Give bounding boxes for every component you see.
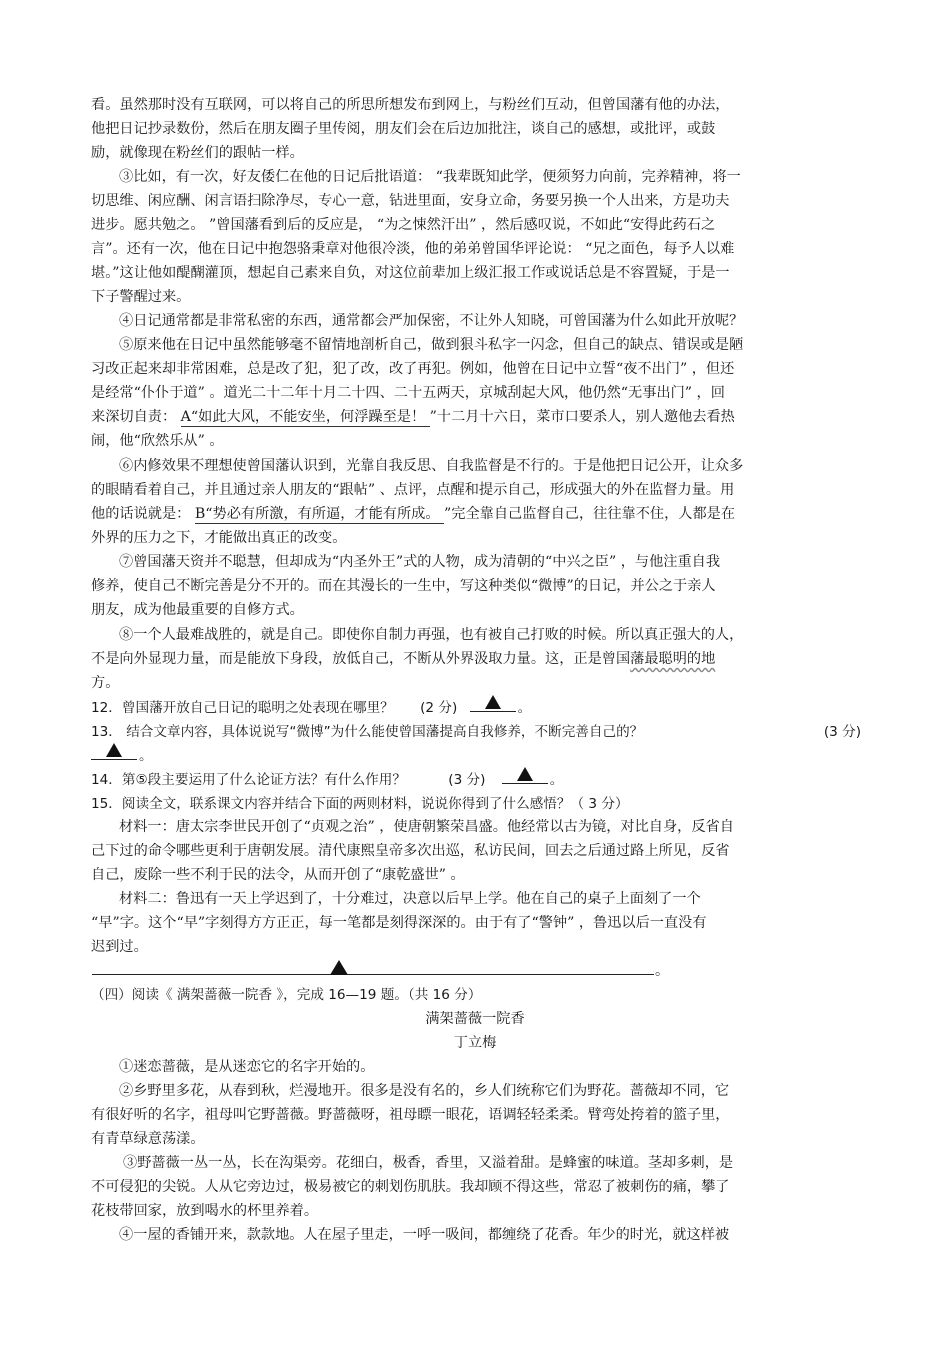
paragraph-5-line: 习改正起来却非常困难，总是改了犯，犯了改，改了再犯。例如，他曾在日记中立誓“夜不出门” ，但还 xyxy=(91,361,735,377)
question-end: 。 xyxy=(139,748,153,764)
line-suffix: ”完全靠自己监督自己，往往靠不住，人都是在 xyxy=(444,506,736,522)
paragraph-8-line: ⑧一个人最难战胜的，就是自己。即使你自制力再强，也有被自己打败的时候。所以真正强大的人， xyxy=(119,627,744,643)
question-15: 15．阅读全文，联系课文内容并结合下面的两则材料，说说你得到了什么感悟？（ 3 分） xyxy=(91,796,629,812)
question-text: 13． 结合文章内容，具体说说写“微博”为什么能使曾国藩提高自我修养，不断完善自己的？ xyxy=(91,724,644,740)
article-paragraph: 花枝带回家，放到喝水的杯里养着。 xyxy=(91,1203,319,1219)
question-score: (2 分) xyxy=(420,700,458,716)
line-prefix: 不是向外显现力量，而是能放下身段，放低自己，不断从外界汲取力量。这，正是曾国 xyxy=(91,651,631,667)
paragraph-5-line xyxy=(91,408,735,426)
paragraph-3-line: 切思维、闲应酬、闲言语扫除净尽，专心一意，钻进里面，安身立命，务要另换一个人出来，方是功夫 xyxy=(91,193,730,209)
article-paragraph: ④一屋的香铺开来，款款地。人在屋子里走，一呼一吸间，都缠绕了花香。年少的时光，就这样被 xyxy=(119,1227,730,1243)
line-prefix: 来深切自责： xyxy=(91,409,181,425)
paragraph-3-line: 进步。愿共勉之。 ”曾国藩看到后的反应是， “为之悚然汗出” ，然后感叹说，不如此“安得此药石之 xyxy=(91,217,716,233)
paragraph-8-line: 方。 xyxy=(91,675,120,691)
question-end: 。 xyxy=(549,772,564,788)
material-2-line: 迟到过。 xyxy=(91,939,148,955)
answer-blank[interactable] xyxy=(502,771,548,784)
paragraph-6-line: 的眼睛看着自己，并且通过亲人朋友的“跟帖” 、点评，点醒和提示自己，形成强大的外在监督力量。用 xyxy=(91,482,735,498)
paragraph-4: ④日记通常都是非常私密的东西，通常都会严加保密，不让外人知晓，可曾国藩为什么如此开放呢？ xyxy=(119,313,744,329)
text-line: 励，就像现在粉丝们的跟帖一样。 xyxy=(91,145,304,161)
article-author: 丁立梅 xyxy=(453,1035,497,1051)
paragraph-3-line: 堪。”这让他如醍醐灌顶，想起自己素来自负，对这位前辈加上级汇报工作或说话总是不容置疑，于是一 xyxy=(91,265,730,281)
article-paragraph: 有青草绿意荡漾。 xyxy=(91,1131,205,1147)
paragraph-3-line: ③比如，有一次，好友倭仁在他的日记后批语道： “我辈既知此学，便须努力向前，完养精神，将一 xyxy=(119,169,741,185)
question-13-answer xyxy=(91,747,153,765)
section-header: （四）阅读《 满架蔷薇一院香 》，完成 16—19 题。（共 16 分） xyxy=(91,987,482,1003)
article-paragraph: ①迷恋蔷薇，是从迷恋它的名字开始的。 xyxy=(119,1059,375,1075)
paragraph-6-line: ⑥内修效果不理想使曾国藩认识到，光靠自我反思、自我监督是不行的。于是他把日记公开，让众多 xyxy=(119,458,744,474)
question-text: 12．曾国藩开放自己日记的聪明之处表现在哪里？ xyxy=(91,700,394,716)
line-suffix: ”十二月十六日，菜市口要杀人，别人邀他去看热 xyxy=(429,409,735,425)
paragraph-5-line: 闹，他“欣然乐从” 。 xyxy=(91,433,224,449)
triangle-marker-icon xyxy=(485,695,501,709)
article-title: 满架蔷薇一院香 xyxy=(425,1011,525,1027)
paragraph-7-line: 修养，使自己不断完善是分不开的。而在其漫长的一生中，写这种类似“微博”的日记，并公之于亲人 xyxy=(91,578,716,594)
paragraph-3-line: 言”。还有一次，他在日记中抱怨骆秉章对他很冷淡，他的弟弟曾国华评论说： “兄之面色，每予人以难 xyxy=(91,241,735,257)
question-score: (3 分) xyxy=(823,724,861,740)
article-paragraph: ③野蔷薇一丛一丛，长在沟渠旁。花细白，极香，香里，又溢着甜。是蜂蜜的味道。茎却多刺，是 xyxy=(123,1155,734,1171)
answer-blank[interactable] xyxy=(91,747,137,760)
question-end: 。 xyxy=(517,700,532,716)
question-13 xyxy=(91,723,861,741)
material-1-line: 自己，废除一些不利于民的法令，从而开创了“康乾盛世” 。 xyxy=(91,867,465,883)
material-2-line: “早”字。这个“早”字刻得方方正正，每一笔都是刻得深深的。由于有了“警钟” ，鲁迅以后一直没有 xyxy=(91,915,707,931)
answer-end: 。 xyxy=(655,963,670,979)
triangle-marker-icon xyxy=(106,743,122,757)
material-1-line: 材料一：唐太宗李世民开创了“贞观之治” ，使唐朝繁荣昌盛。他经常以古为镜，对比自身，反省自 xyxy=(119,819,734,835)
wavy-underlined-phrase: 藩最聪明的地 xyxy=(630,651,716,667)
underlined-quote-a: A“如此大风，不能安坐，何浮躁至是！ xyxy=(180,409,430,425)
triangle-marker-icon xyxy=(330,960,348,975)
material-2-line: 材料二：鲁迅有一天上学迟到了，十分难过，决意以后早上学。他在自己的桌子上面刻了一个 xyxy=(119,891,701,907)
question-14 xyxy=(91,771,563,789)
material-1-line: 己下过的命令哪些更利于唐朝发展。清代康熙皇帝多次出巡，私访民间，回去之后通过路上所见，反省 xyxy=(91,843,730,859)
answer-blank[interactable] xyxy=(470,699,516,712)
paragraph-5-line: 是经常“仆仆于道” 。道光二十二年十月二十四、二十五两天，京城刮起大风，他仍然“无事出门” ，回 xyxy=(91,385,725,401)
article-paragraph: 有很好听的名字，祖母叫它野蔷薇。野蔷薇呀，祖母瞟一眼花，语调轻轻柔柔。臂弯处挎着的篮子里， xyxy=(91,1107,730,1123)
paragraph-6-line xyxy=(91,505,735,523)
paragraph-3-line: 下子警醒过来。 xyxy=(91,289,191,305)
question-12 xyxy=(91,699,531,717)
text-line: 看。虽然那时没有互联网，可以将自己的所思所想发布到网上，与粉丝们互动，但曾国藩有他的办法， xyxy=(91,97,730,113)
paragraph-5-line: ⑤原来他在日记中虽然能够毫不留情地剖析自己，做到狠斗私字一闪念，但自己的缺点、错误或是陋 xyxy=(119,337,744,353)
article-paragraph: ②乡野里多花，从春到秋，烂漫地开。很多是没有名的，乡人们统称它们为野花。蔷薇却不同，它 xyxy=(119,1083,730,1099)
answer-line[interactable] xyxy=(92,974,654,975)
text-line: 他把日记抄录数份，然后在朋友圈子里传阅，朋友们会在后边加批注，谈自己的感想，或批评，或鼓 xyxy=(91,121,716,137)
question-text: 14．第⑤段主要运用了什么论证方法？有什么作用？ xyxy=(91,772,406,788)
paragraph-8-line xyxy=(91,650,715,668)
paragraph-6-line: 外界的压力之下，才能做出真正的改变。 xyxy=(91,530,347,546)
question-score: (3 分) xyxy=(448,772,486,788)
triangle-marker-icon xyxy=(517,767,533,781)
paragraph-7-line: 朋友，成为他最重要的自修方式。 xyxy=(91,602,304,618)
line-prefix: 他的话说就是： xyxy=(91,506,195,522)
paragraph-7-line: ⑦曾国藩天资并不聪慧，但却成为“内圣外王”式的人物，成为清朝的“中兴之臣” ，与他注重自我 xyxy=(119,554,721,570)
underlined-quote-b: B“势必有所激，有所逼，才能有所成。 xyxy=(194,506,445,522)
article-paragraph: 不可侵犯的尖锐。人从它旁边过，极易被它的刺划伤肌肤。我却顾不得这些，常忍了被刺伤的痛，攀了 xyxy=(91,1179,730,1195)
